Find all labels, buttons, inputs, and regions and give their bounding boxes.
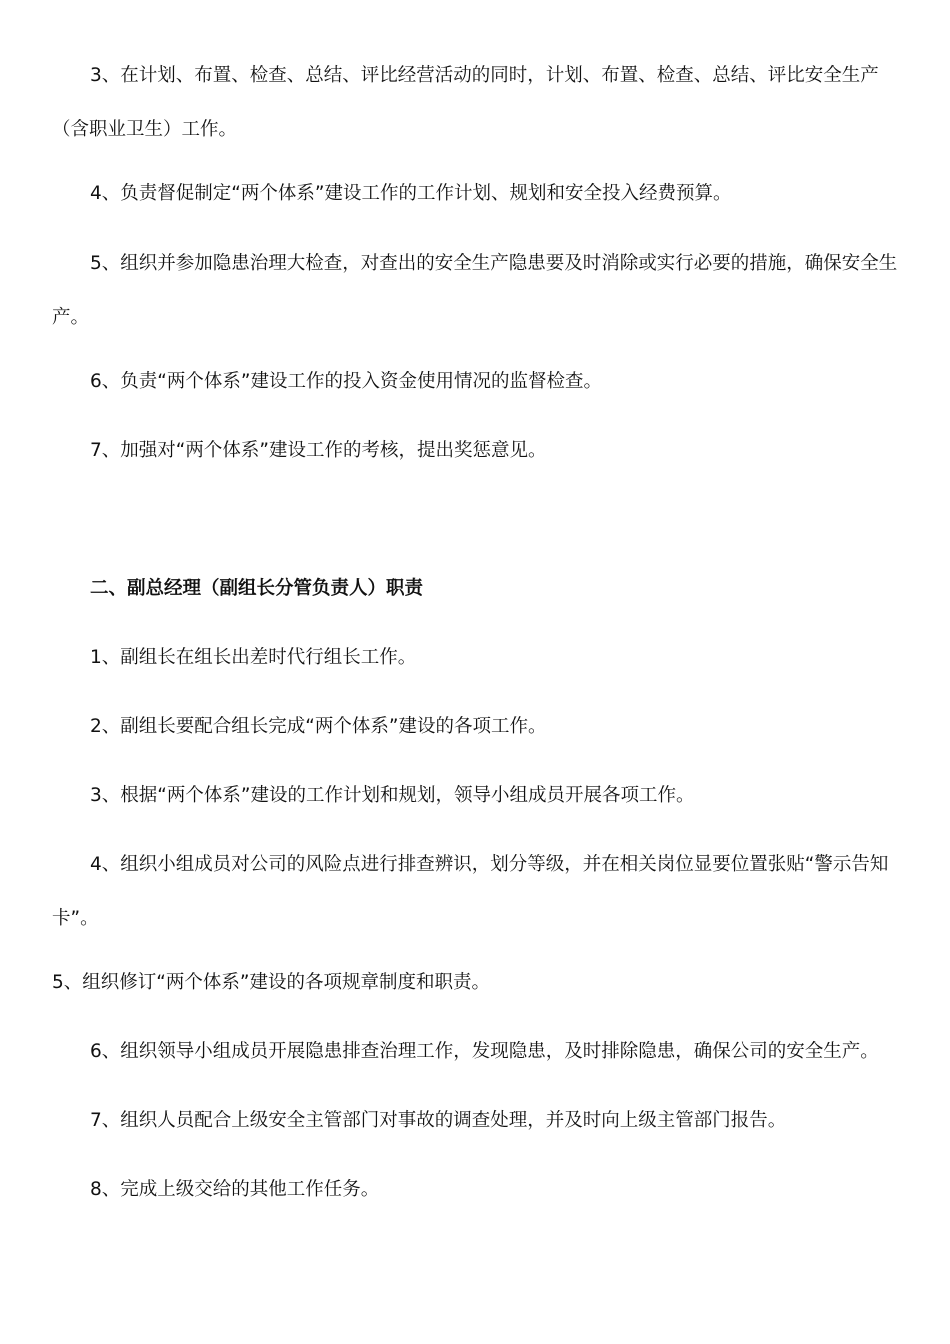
paragraph-item-3: 3、在计划、布置、检查、总结、评比经营活动的同时，计划、布置、检查、总结、评比安全生产（含职业卫生）工作。 — [52, 65, 879, 140]
duty-item-2: 2、副组长要配合组长完成“两个体系”建设的各项工作。 — [90, 716, 547, 737]
duty-item-4: 4、组织小组成员对公司的风险点进行排查辨识，划分等级，并在相关岗位显要位置张贴“警示告知卡”。 — [52, 854, 889, 929]
paragraph-item-7: 7、加强对“两个体系”建设工作的考核，提出奖惩意见。 — [90, 440, 547, 461]
duty-item-6: 6、组织领导小组成员开展隐患排查治理工作，发现隐患，及时排除隐患，确保公司的安全生产。 — [90, 1041, 879, 1062]
duty-item-7: 7、组织人员配合上级安全主管部门对事故的调查处理，并及时向上级主管部门报告。 — [90, 1110, 787, 1131]
paragraph-item-6: 6、负责“两个体系”建设工作的投入资金使用情况的监督检查。 — [90, 371, 602, 392]
paragraph-item-4: 4、负责督促制定“两个体系”建设工作的工作计划、规划和安全投入经费预算。 — [90, 183, 732, 204]
paragraph-item-5: 5、组织并参加隐患治理大检查，对查出的安全生产隐患要及时消除或实行必要的措施，确保安全生产。 — [52, 253, 898, 328]
duty-item-8: 8、完成上级交给的其他工作任务。 — [90, 1179, 380, 1200]
section-heading: 二、副总经理（副组长分管负责人）职责 — [90, 578, 424, 599]
duty-item-5: 5、组织修订“两个体系”建设的各项规章制度和职责。 — [52, 972, 490, 993]
duty-item-3: 3、根据“两个体系”建设的工作计划和规划，领导小组成员开展各项工作。 — [90, 785, 695, 806]
duty-item-1: 1、副组长在组长出差时代行组长工作。 — [90, 647, 417, 668]
